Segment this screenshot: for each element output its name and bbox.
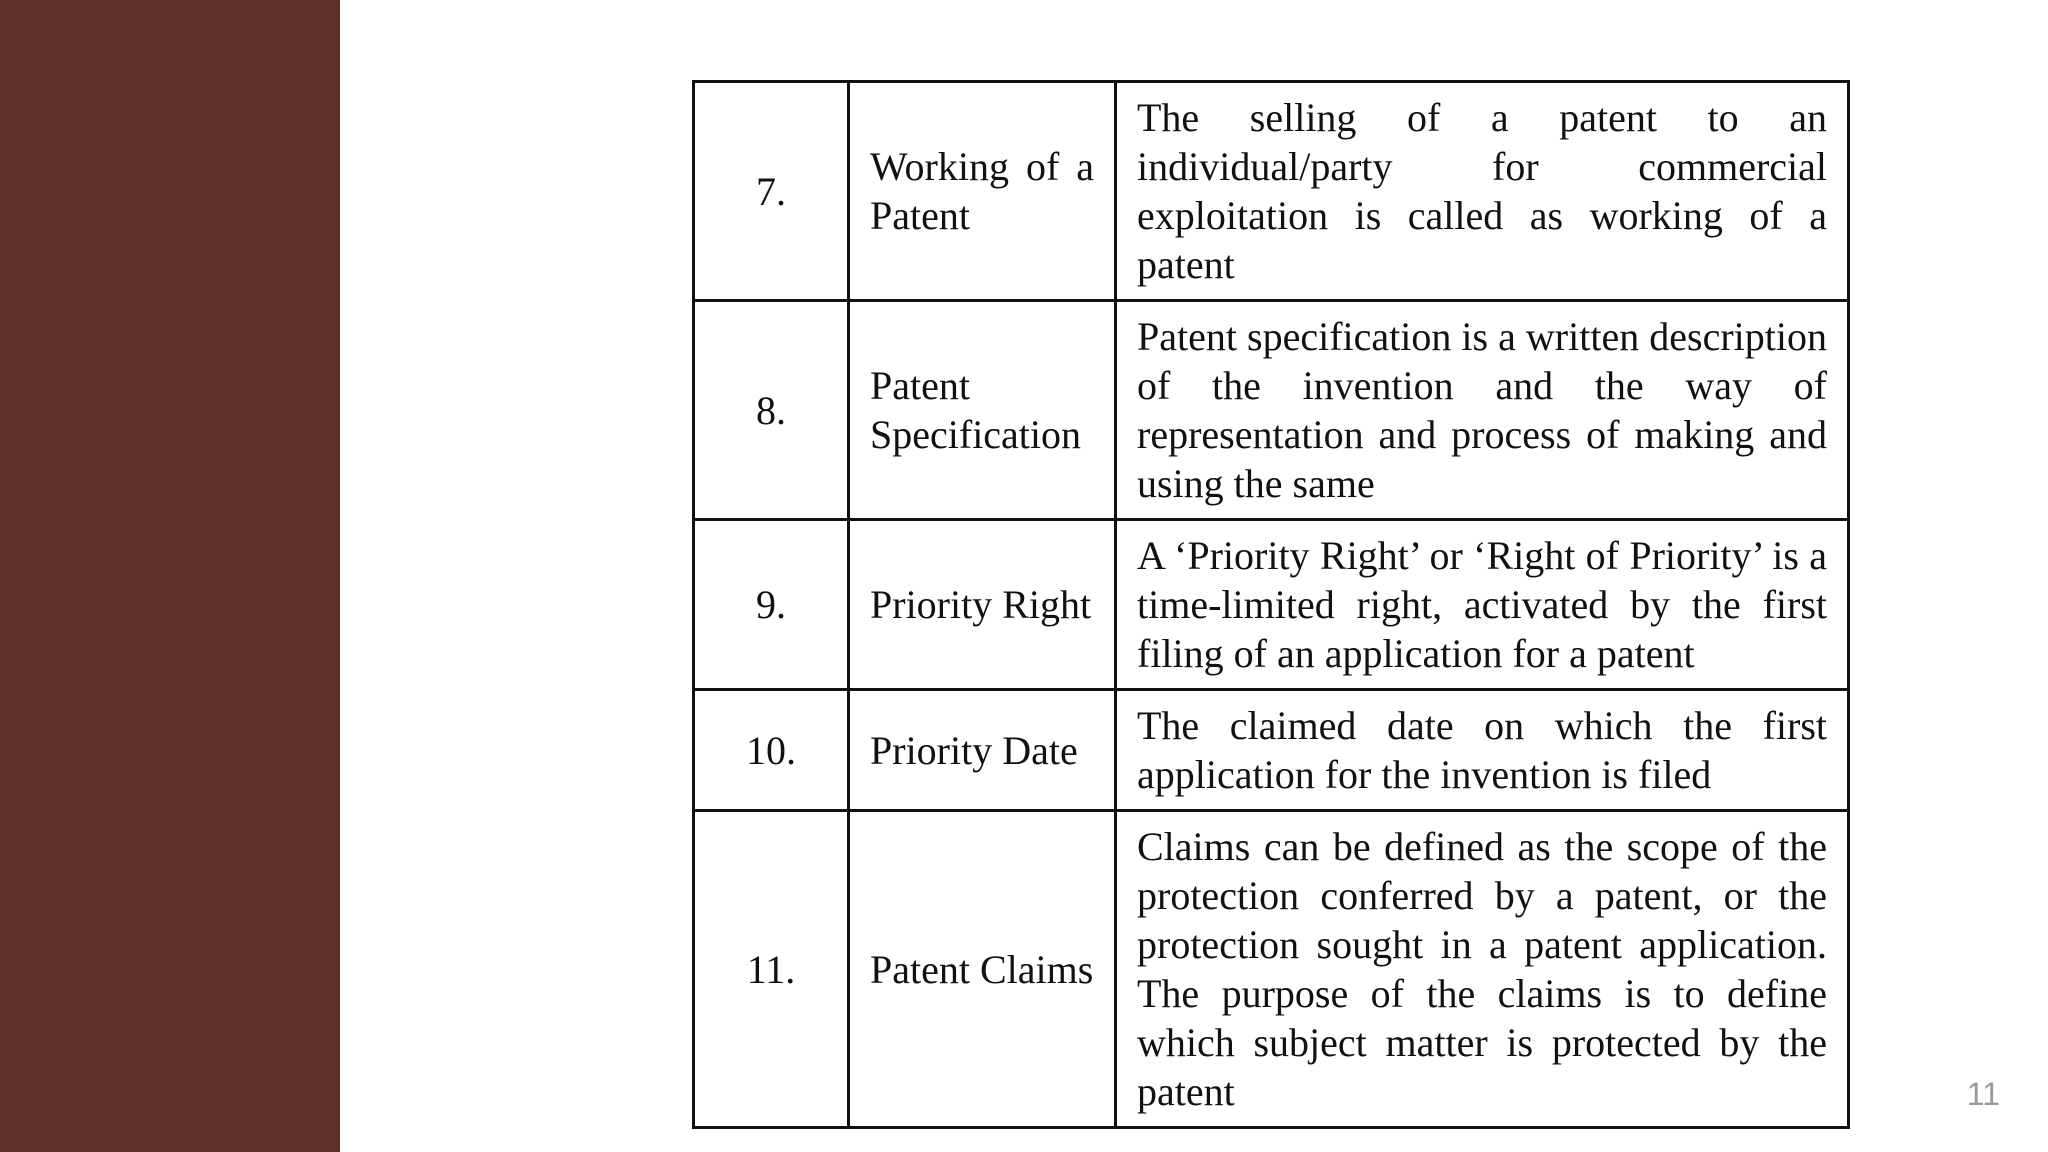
table-row xyxy=(694,82,1849,301)
definitions-table xyxy=(692,80,1850,1129)
row-number: 7. xyxy=(694,82,849,301)
term-cell: Working of a Patent xyxy=(849,82,1116,301)
side-band xyxy=(0,0,340,1152)
row-number: 9. xyxy=(694,520,849,690)
definition-cell: A ‘Priority Right’ or ‘Right of Priority’ is a time-limited right, activated by the first filing of an application for a patent xyxy=(1116,520,1849,690)
definition-cell: Claims can be defined as the scope of the protection conferred by a patent, or the protection sought in a patent application. The purpose of the claims is to define which subject matter is protected by the patent xyxy=(1116,811,1849,1128)
term-cell: Priority Date xyxy=(849,690,1116,811)
table-row xyxy=(694,690,1849,811)
definitions-table-image xyxy=(692,80,1850,1129)
table-row xyxy=(694,811,1849,1128)
table-row xyxy=(694,301,1849,520)
row-number: 10. xyxy=(694,690,849,811)
table-row xyxy=(694,520,1849,690)
term-cell: Priority Right xyxy=(849,520,1116,690)
row-number: 11. xyxy=(694,811,849,1128)
definition-cell: The selling of a patent to an individual/party for commercial exploitation is called as working of a patent xyxy=(1116,82,1849,301)
term-cell: Patent Specification xyxy=(849,301,1116,520)
row-number: 8. xyxy=(694,301,849,520)
term-cell: Patent Claims xyxy=(849,811,1116,1128)
definition-cell: The claimed date on which the first application for the invention is filed xyxy=(1116,690,1849,811)
definition-cell: Patent specification is a written description of the invention and the way of representation and process of making and using the same xyxy=(1116,301,1849,520)
page-number: 11 xyxy=(1966,1076,2000,1112)
